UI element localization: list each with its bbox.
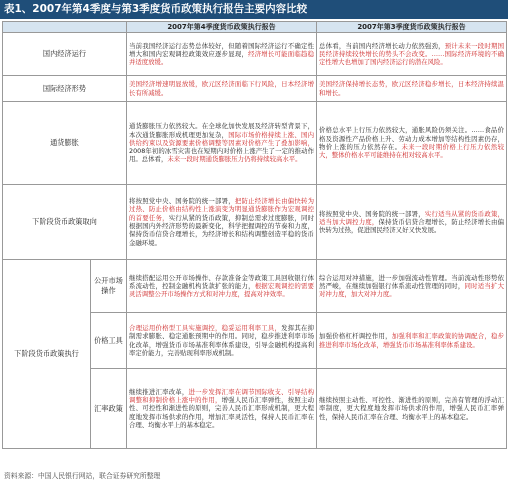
category-cell: 国际经济形势	[3, 76, 127, 102]
q3-cell: 综合运用对冲措施，进一步加强流动性管理。当前流动性形势依然严峻，在继续加强银行体系流动性管理的同时，同时适当扩大对冲力度，加大对冲力度。	[317, 260, 507, 313]
table-row	[3, 33, 507, 76]
q3-cell: 美国经济保持增长态势，欧元区经济稳步增长，日本经济持续温和增长。	[317, 76, 507, 102]
q4-cell: 美国经济增速明显放缓，欧元区经济面临下行风险，日本经济增长有所减缓。	[127, 76, 317, 102]
q4-cell: 当前我国经济运行态势总体较好，但随着国际经济运行不确定性增大和国内宏观调控政策效应逐步显现，经济增长可能面临趋稳并适度放缓。	[127, 33, 317, 76]
q3-cell: 价格总水平上行压力依然较大，通胀风险仍须关注。……食品价格及资源性产品价格上升、劳动力成本增加等结构性因素仍存，物价上涨的压力依然存在。未来一段时期价格上行压力依然较大，整体价格水平可能维持在相对较高水平。	[317, 102, 507, 185]
q3-cell: 加强价格杠杆调控作用，加强利率和汇率政策的协调配合，稳步推进利率市场化改革，增强货币市场基准利率体系建设。	[317, 313, 507, 369]
table-title: 表1、2007年第4季度与第3季度货币政策执行报告主要内容比较	[0, 0, 508, 19]
header-q4: 2007年第4季度货币政策执行报告	[127, 22, 317, 33]
q4-cell: 合理运用价格型工具实施调控，稳妥运用利率工具，发挥其在抑制需求膨胀、稳定通胀预期中的作用。同时，稳步推进利率市场化改革，增强货币市场基准利率体系建设，引导金融机构提高利率定价能力，完善贴现利率形成机制。	[127, 313, 317, 369]
q3-cell: 将按照党中央、国务院的统一部署，实行适当从紧的货币政策，适当加大调控力度，保持货币信贷合理增长，防止经济增长由偏快转为过热，促进国民经济又好又快发展。	[317, 185, 507, 260]
source-note: 资料来源：中国人民银行网站，联合证券研究所整理	[4, 472, 161, 480]
subcategory-cell: 汇率政策	[91, 369, 127, 449]
subcategory-cell: 价格工具	[91, 313, 127, 369]
table-row	[3, 185, 507, 260]
q4-cell: 继续搭配运用公开市场操作、存款准备金等政策工具回收银行体系流动性，控制金融机构货款扩张的能力，根据宏观调控的需要灵活调整公开市场操作方式和对冲力度，提高对冲效率。	[127, 260, 317, 313]
header-blank	[3, 22, 127, 33]
q4-cell: 通货膨胀压力依然较大。在全球化加快发展及经济转型背景下，本次通货膨胀形成机理更加复杂，国际市场价格持续上涨、国内供给约束以及资源要素价格调整等因素对价格产生了叠加影响，2008年初的冰雪灾害也在短期内对价格上涨产生了一定的推动作用。总体看，未来一段时期通货膨胀压力仍将持续较高水平。	[127, 102, 317, 185]
q3-cell: 继续按照主动性、可控性、渐进性的原则，完善有管理的浮动汇率制度，更大程度地发挥市场供求的作用，增强人民币汇率弹性，保持人民币汇率在合理、均衡水平上的基本稳定。	[317, 369, 507, 449]
q3-cell: 总体看，当前国内经济增长动力依然强劲，预计未来一段时期国民经济持续较快增长的势头不会改变。……国际经济环境的不确定性增大也增加了国内经济运行的潜在风险。	[317, 33, 507, 76]
category-cell: 国内经济运行	[3, 33, 127, 76]
header-row	[3, 22, 507, 33]
q4-cell: 继续推进汇率改革，进一步发挥汇率在调节国际收支、引导结构调整和抑制价格上涨中的作用，增强人民币汇率弹性，按照主动性、可控性和渐进性的原则，完善人民币汇率形成机制，更大程度地发挥市场供求的作用，增加汇率灵活性，保持人民币汇率在合理、均衡水平上的基本稳定。	[127, 369, 317, 449]
category-cell: 通货膨胀	[3, 102, 127, 185]
q4-cell: 将按照党中央、国务院的统一部署，把防止经济增长由偏快转为过热、防止价格由结构性上涨演变为明显通货膨胀作为宏观调控的首要任务，实行从紧的货币政策，抑制总需求过度膨胀，同时根据国内外经济形势的最新变化，科学把握调控的节奏和力度，保持货币信贷合理增长，为经济增长和结构调整创造平稳的货币金融环境。	[127, 185, 317, 260]
table-row	[3, 260, 507, 313]
category-cell: 下阶段货币政策执行	[3, 260, 91, 449]
table-row	[3, 102, 507, 185]
subcategory-cell: 公开市场操作	[91, 260, 127, 313]
category-cell: 下阶段货币政策取向	[3, 185, 127, 260]
table-row	[3, 76, 507, 102]
header-q3: 2007年第3季度货币政策执行报告	[317, 22, 507, 33]
comparison-table	[2, 21, 507, 449]
